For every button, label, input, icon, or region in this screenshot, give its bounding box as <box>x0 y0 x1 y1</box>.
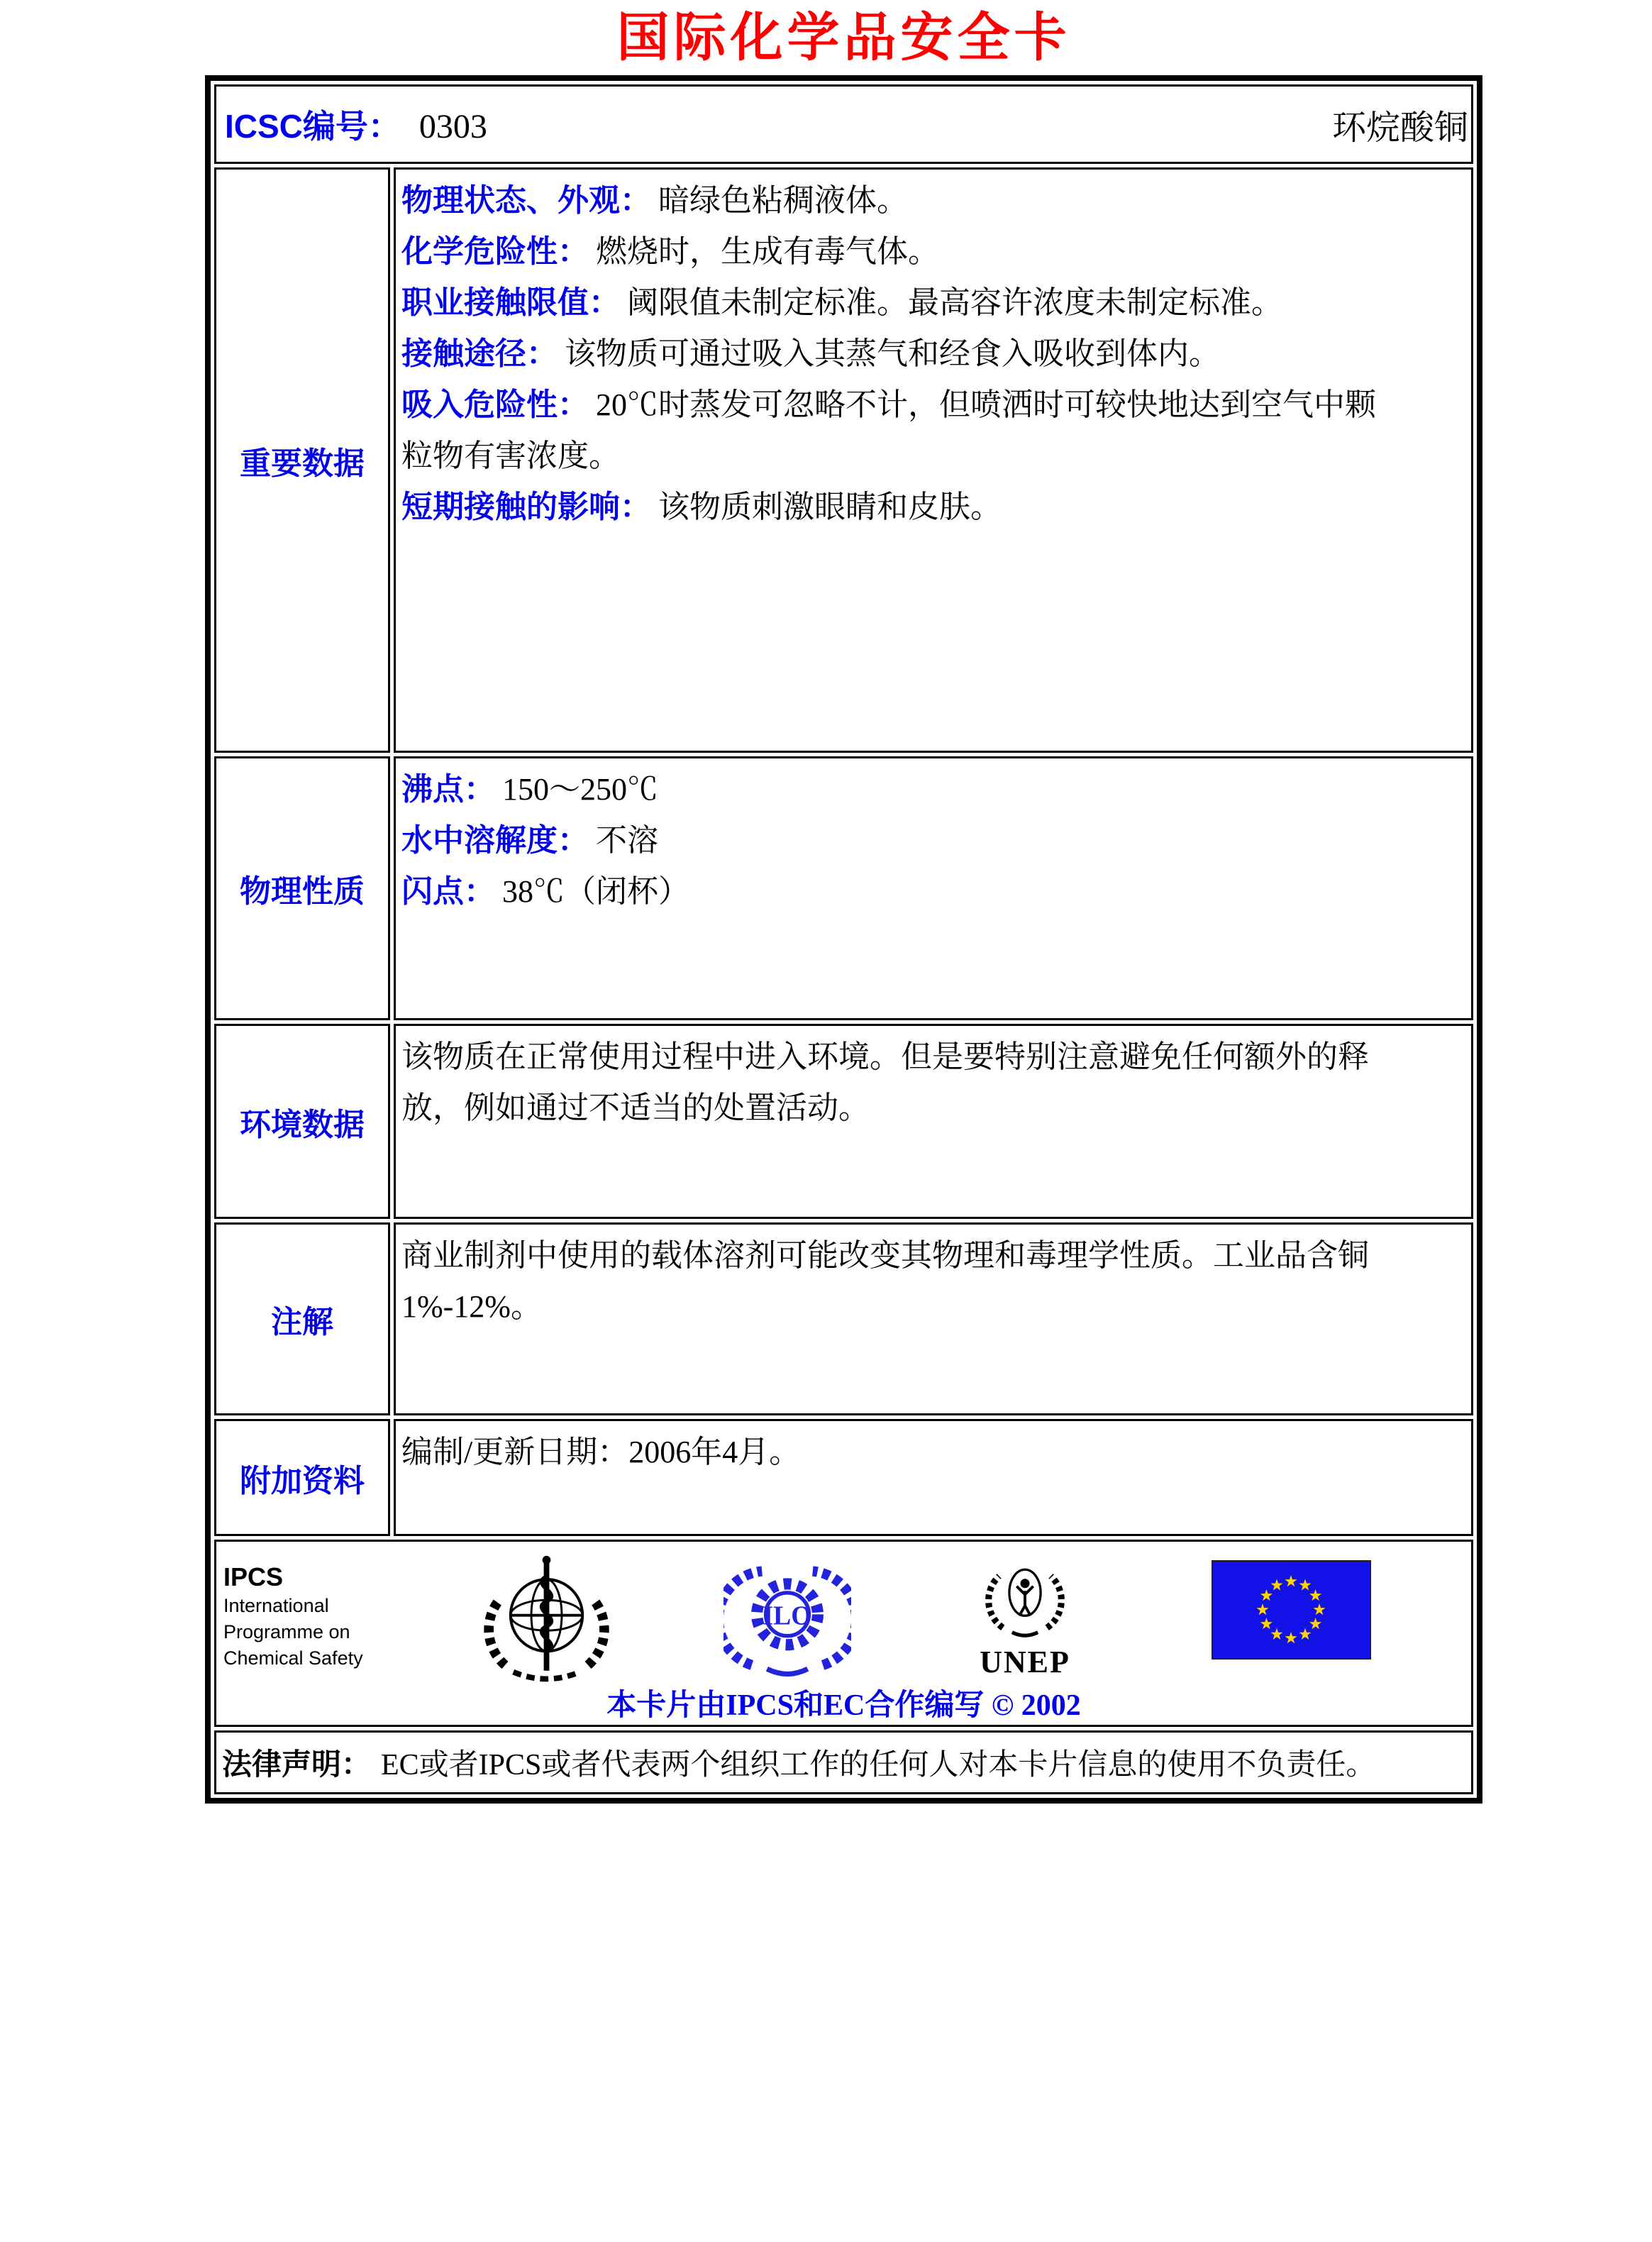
section-content-environmental-data <box>394 1024 1473 1219</box>
field-label: 化学危险性： <box>401 234 589 269</box>
legal-cell <box>214 1730 1473 1794</box>
data-line <box>401 482 1467 533</box>
field-label: 吸入危险性： <box>401 387 589 422</box>
field-value: 暗绿色粘稠液体。 <box>658 183 908 218</box>
field-value: 放，例如通过不适当的处置活动。 <box>401 1090 870 1125</box>
field-value: 1%-12%。 <box>401 1289 542 1324</box>
data-line <box>401 1230 1467 1281</box>
data-line <box>401 431 1467 482</box>
data-line <box>401 277 1467 328</box>
ilo-monogram: ILO <box>763 1601 812 1631</box>
section-label-additional-information: 附加资料 <box>214 1419 390 1536</box>
icsc-card <box>205 75 1482 1804</box>
field-value: 编制/更新日期：2006年4月。 <box>401 1435 801 1469</box>
icsc-number-label: ICSC编号： <box>225 108 401 145</box>
field-label: 接触途径： <box>401 336 558 371</box>
field-value: 商业制剂中使用的载体溶剂可能改变其物理和毒理学性质。工业品含铜 <box>401 1238 1369 1273</box>
icsc-number-value: 0303 <box>418 108 487 145</box>
field-value: 38℃（闭杯） <box>502 874 689 909</box>
data-line <box>401 764 1467 815</box>
icsc-number-group <box>225 101 487 148</box>
header-cell <box>214 84 1473 164</box>
unep-logo-icon <box>979 1550 1071 1642</box>
field-label: 物理状态、外观： <box>401 183 651 218</box>
field-label: 沸点： <box>401 772 495 807</box>
field-label: 水中溶解度： <box>401 823 589 858</box>
section-label-physical-properties: 物理性质 <box>214 756 390 1020</box>
data-line <box>401 1083 1467 1134</box>
ipcs-subtitle-line: Chemical Safety <box>223 1647 363 1669</box>
cooperation-credit: 本卡片由IPCS和EC合作编写 © 2002 <box>606 1689 1081 1722</box>
ipcs-text-block <box>223 1562 363 1672</box>
section-content-additional-information <box>394 1419 1473 1536</box>
section-label-environmental-data: 环境数据 <box>214 1024 390 1219</box>
section-label-notes: 注解 <box>214 1222 390 1415</box>
section-label-important-data: 重要数据 <box>214 167 390 753</box>
field-label: 闪点： <box>401 874 495 909</box>
who-logo-icon <box>477 1552 616 1690</box>
field-value: 燃烧时，生成有毒气体。 <box>596 234 939 269</box>
footer-cell <box>214 1540 1473 1727</box>
legal-notice-text: EC或者IPCS或者代表两个组织工作的任何人对本卡片信息的使用不负责任。 <box>381 1749 1376 1782</box>
header-row <box>214 84 1473 164</box>
data-line <box>401 1281 1467 1332</box>
data-line <box>401 866 1467 917</box>
section-content-physical-properties <box>394 756 1473 1020</box>
chemical-name: 环烷酸铜 <box>1331 109 1468 147</box>
ipcs-title: IPCS <box>223 1562 284 1591</box>
section-row-important-data <box>214 167 1473 753</box>
data-line <box>401 1032 1467 1083</box>
section-row-environmental-data <box>214 1024 1473 1219</box>
field-value: 该物质可通过吸入其蒸气和经食入吸收到体内。 <box>565 336 1220 371</box>
data-line <box>401 380 1467 431</box>
unep-logo-block <box>965 1550 1085 1679</box>
ilo-logo-icon <box>724 1556 851 1677</box>
legal-notice-label: 法律声明： <box>222 1747 372 1781</box>
legal-row <box>214 1730 1473 1794</box>
data-line <box>401 226 1467 277</box>
section-row-notes <box>214 1222 1473 1415</box>
field-value: 20℃时蒸发可忽略不计，但喷洒时可较快地达到空气中颗 <box>596 387 1376 422</box>
section-row-physical-properties <box>214 756 1473 1020</box>
eu-flag-icon <box>1212 1560 1371 1660</box>
field-value: 该物质在正常使用过程中进入环境。但是要特别注意避免任何额外的释 <box>401 1039 1369 1074</box>
field-value: 该物质刺激眼睛和皮肤。 <box>658 490 1002 524</box>
data-line <box>401 175 1467 226</box>
field-value: 150～250℃ <box>502 772 658 807</box>
footer-row <box>214 1540 1473 1727</box>
data-line <box>401 1427 1467 1478</box>
field-value: 不溶 <box>596 823 658 858</box>
field-label: 短期接触的影响： <box>401 490 651 524</box>
ipcs-subtitle-line: International <box>223 1595 329 1616</box>
data-line <box>401 328 1467 380</box>
unep-caption: UNEP <box>980 1645 1070 1679</box>
section-row-additional-information <box>214 1419 1473 1536</box>
section-content-notes <box>394 1222 1473 1415</box>
section-content-important-data <box>394 167 1473 753</box>
ipcs-subtitle-line: Programme on <box>223 1621 350 1642</box>
data-line <box>401 815 1467 866</box>
field-label: 职业接触限值： <box>401 285 620 320</box>
field-value: 粒物有害浓度。 <box>401 438 620 473</box>
field-value: 阈限值未制定标准。最高容许浓度未制定标准。 <box>627 285 1282 320</box>
page-title: 国际化学品安全卡 <box>616 9 1071 67</box>
